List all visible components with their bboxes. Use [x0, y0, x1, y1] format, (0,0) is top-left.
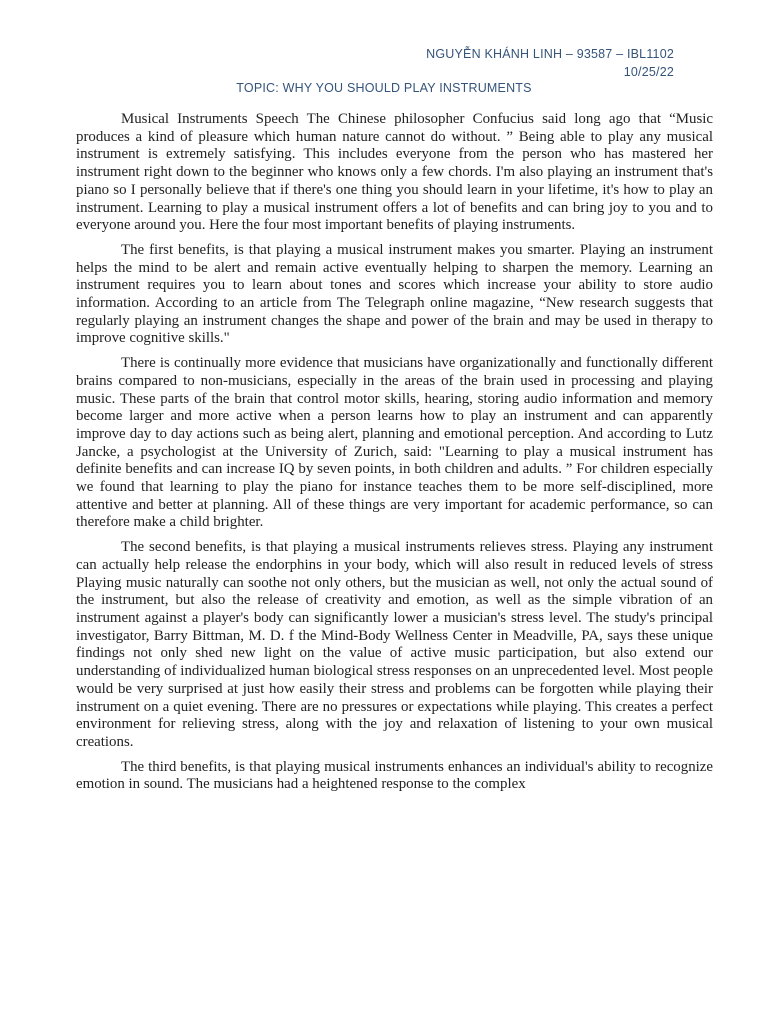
- paragraph-third-benefit: The third benefits, is that playing musical instruments enhances an individual's ability to recognize emotion in sound. The musicians had a heightened response to the complex: [76, 758, 713, 793]
- document-header: [426, 45, 674, 81]
- paragraph-intro: Musical Instruments Speech The Chinese philosopher Confucius said long ago that “Music produces a kind of pleasure which human nature cannot do without. ” Being able to play any musical instrument is extremely satisfying. This includes everyone from the person who has mastered her instrument right down to the beginner who knows only a few chords. I'm also playing an instrument that's piano so I personally believe that if there's one thing you should learn in your lifetime, it's how to play an instrument. Learning to play a musical instrument offers a lot of benefits and can bring joy to you and to everyone around you. Here the four most important benefits of playing instruments.: [76, 111, 713, 234]
- document-date: 10/25/22: [623, 65, 674, 79]
- paragraph-brain-evidence: There is continually more evidence that musicians have organizationally and functionally different brains compared to non-musicians, especially in the areas of the brain used in processing and playing music. These parts of the brain that control motor skills, hearing, storing audio information and memory become larger and more active when a person learns how to play an instrument and can apparently improve day to day actions such as being alert, planning and emotional perception. And according to Lutz Jancke, a psychologist at the University of Zurich, said: "Learning to play a musical instrument has definite benefits and can increase IQ by seven points, in both children and adults. ” For children especially we found that learning to play the piano for instance teaches them to be more self-disciplined, more attentive and better at planning. All of these things are very important for academic performance, so can therefore make a child brighter.: [76, 355, 713, 531]
- paragraph-first-benefit: The first benefits, is that playing a musical instrument makes you smarter. Playing an instrument helps the mind to be alert and remain active eventually helping to sharpen the memory. Learning an instrument requires you to learn about tones and scores which increase your ability to store audio information. According to an article from The Telegraph online magazine, “New research suggests that regularly playing an instrument changes the shape and power of the brain and may be used in therapy to improve cognitive skills.": [76, 241, 713, 347]
- document-topic: TOPIC: WHY YOU SHOULD PLAY INSTRUMENTS: [236, 81, 532, 95]
- document-body: [76, 111, 713, 801]
- author-line: NGUYỄN KHÁNH LINH – 93587 – IBL1102: [426, 47, 674, 61]
- paragraph-second-benefit: The second benefits, is that playing a musical instruments relieves stress. Playing any instrument can actually help release the endorphins in your body, which will also result in reduced levels of stress Playing music naturally can soothe not only others, but the musician as well, not only the actual sound of the instrument, but also the release of creativity and emotion, as well as the simple vibration of an instrument against a player's body can significantly lower a musician's stress level. The study's principal investigator, Barry Bittman, M. D. f the Mind-Body Wellness Center in Meadville, PA, says these unique findings not only shed new light on the value of active music participation, but also extend our understanding of individualized human biological stress responses on an unprecedented level. Most people would be very surprised at just how easily their stress and problems can be forgotten while playing their instrument on a quiet evening. There are no pressures or expectations while playing. This creates a perfect environment for relieving stress, along with the joy and relaxation of listening to your own musical creations.: [76, 539, 713, 750]
